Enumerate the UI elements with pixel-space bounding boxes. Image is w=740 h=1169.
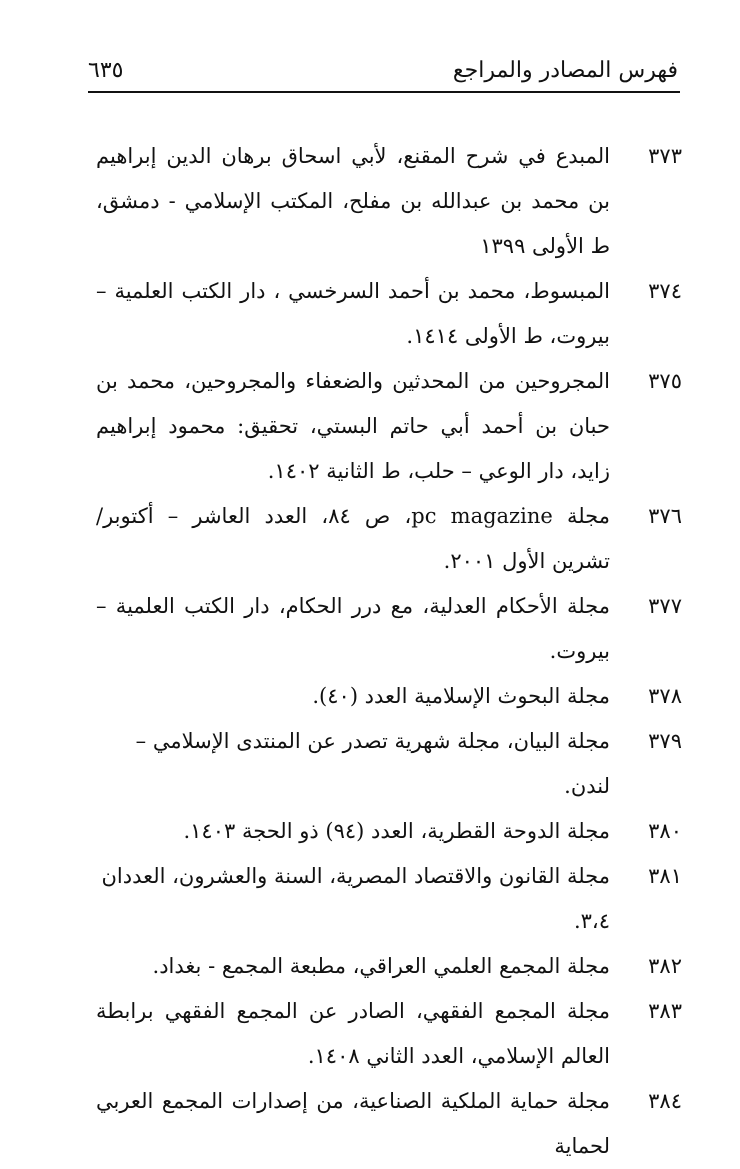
reference-entry — [96, 134, 682, 269]
reference-number: ٣٨٢ — [648, 954, 682, 978]
header-rule — [88, 91, 680, 93]
reference-number: ٣٧٩ — [648, 729, 682, 753]
reference-text: مجلة البحوث الإسلامية العدد (٤٠). — [312, 684, 610, 708]
reference-text: مجلة الدوحة القطرية، العدد (٩٤) ذو الحجة ١٤٠٣. — [183, 819, 610, 843]
reference-entry — [96, 674, 682, 719]
reference-number: ٣٧٦ — [648, 504, 682, 528]
page-header — [88, 56, 680, 90]
running-title: فهرس المصادر والمراجع — [452, 58, 678, 83]
reference-entry — [96, 989, 682, 1079]
reference-text: مجلة حماية الملكية الصناعية، من إصدارات المجمع العربي لحماية — [96, 1089, 610, 1158]
reference-text: المبسوط، محمد بن أحمد السرخسي ، دار الكتب العلمية – بيروت، ط الأولى ١٤١٤. — [96, 279, 610, 348]
reference-number: ٣٧٨ — [648, 684, 682, 708]
page-number: ٦٣٥ — [88, 58, 124, 83]
reference-entry — [96, 269, 682, 359]
reference-entry — [96, 944, 682, 989]
reference-entry — [96, 494, 682, 584]
reference-text: مجلة المجمع الفقهي، الصادر عن المجمع الفقهي برابطة العالم الإسلامي، العدد الثاني ١٤٠٨. — [96, 999, 610, 1068]
reference-text: المجروحين من المحدثين والضعفاء والمجروحين، محمد بن حبان بن أحمد أبي حاتم البستي، تحقيق: محمود إبراهيم زايد، دار الوعي – حلب، ط الثانية ١٤٠٢. — [96, 369, 610, 483]
reference-number: ٣٨٤ — [648, 1089, 682, 1113]
reference-number: ٣٧٤ — [648, 279, 682, 303]
reference-entry — [96, 854, 682, 944]
reference-entry — [96, 359, 682, 494]
reference-text: مجلة الأحكام العدلية، مع درر الحكام، دار الكتب العلمية – بيروت. — [96, 594, 610, 663]
reference-text: مجلة القانون والاقتصاد المصرية، السنة والعشرون، العددان ٣،٤. — [101, 864, 610, 933]
reference-number: ٣٨١ — [648, 864, 682, 888]
reference-number: ٣٨٠ — [648, 819, 682, 843]
reference-entry — [96, 584, 682, 674]
reference-number: ٣٧٧ — [648, 594, 682, 618]
reference-text: مجلة pc magazine، ص ٨٤، العدد العاشر – أكتوبر/ تشرين الأول ٢٠٠١. — [96, 504, 610, 573]
reference-entry — [96, 809, 682, 854]
references-list — [96, 134, 682, 1169]
reference-number: ٣٧٥ — [648, 369, 682, 393]
reference-entry — [96, 719, 682, 809]
reference-number: ٣٨٣ — [648, 999, 682, 1023]
reference-text: مجلة البيان، مجلة شهرية تصدر عن المنتدى الإسلامي – لندن. — [135, 729, 610, 798]
reference-text: مجلة المجمع العلمي العراقي، مطبعة المجمع - بغداد. — [152, 954, 610, 978]
reference-text: المبدع في شرح المقنع، لأبي اسحاق برهان الدين إبراهيم بن محمد بن عبدالله بن مفلح، المكتب الإسلامي - دمشق، ط الأولى ١٣٩٩ — [96, 144, 610, 258]
reference-number: ٣٧٣ — [648, 144, 682, 168]
reference-entry — [96, 1079, 682, 1169]
